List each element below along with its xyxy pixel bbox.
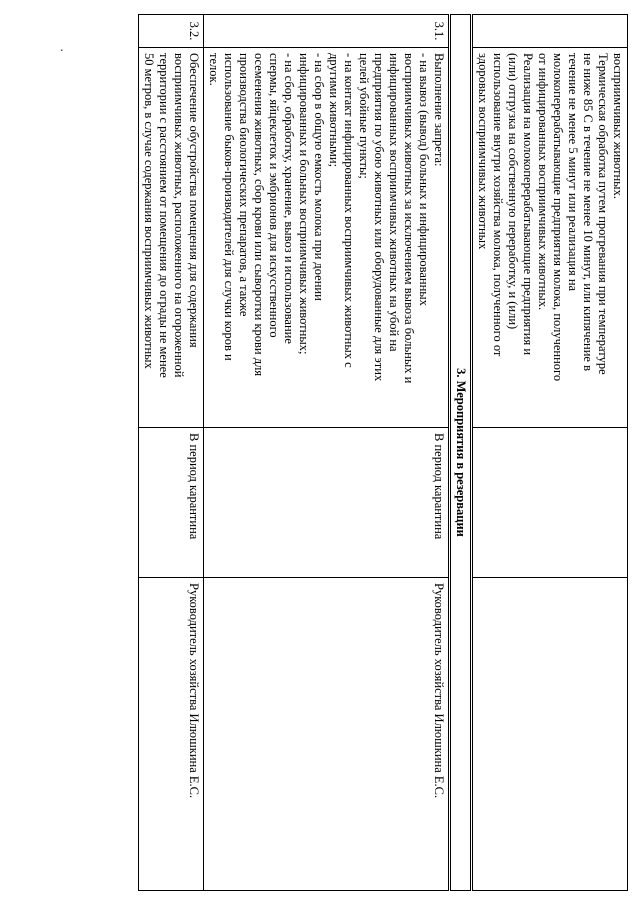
text-line: Термическая обработка путем прогревания при температуре bbox=[596, 53, 610, 375]
period-cell: В период карантина bbox=[204, 428, 450, 578]
responsible-cell: Руководитель хозяйства Илюшкина Е.С. bbox=[139, 578, 204, 891]
text-line: производства биологических препаратов, а также bbox=[237, 53, 251, 317]
text-line: - на контакт инфицированных восприимчивых животных с bbox=[342, 53, 356, 368]
responsible-cell: Руководитель хозяйства Илюшкина Е.С. bbox=[204, 578, 450, 891]
text-line: спермы, яйцеклеток и эмбрионов для искусственного bbox=[267, 53, 281, 338]
text-line: восприимчивых животных, расположенного на огороженной bbox=[172, 53, 186, 378]
text-line: (или) отгрузка на собственную переработку, и (или) bbox=[506, 53, 520, 330]
text-line: инфицированных и больных восприимчивых животных; bbox=[297, 53, 311, 355]
text-line: Реализация на молокоперерабатывающие предприятия и bbox=[521, 53, 535, 356]
text-line: Обеспечение обустройства помещения для содержания bbox=[187, 53, 201, 348]
text-line: - на вывоз (вывод) больных и инфицированных bbox=[417, 53, 431, 306]
text-line: течение не менее 5 минут или реализация на bbox=[566, 53, 580, 292]
text-line: инфицированных восприимчивых животных на убой на bbox=[387, 53, 401, 352]
text-line: предприятия по убою животных или оборудованные для этих bbox=[372, 53, 386, 382]
text-line: - на сбор в общую емкость молока при доении bbox=[312, 53, 326, 301]
text-line: здоровых восприимчивых животных bbox=[476, 53, 490, 250]
table-row bbox=[139, 15, 204, 891]
section-row bbox=[450, 15, 472, 891]
period-cell bbox=[472, 428, 628, 578]
text-line: молокоперерабатывающие предприятия молока, полученного bbox=[551, 53, 565, 382]
text-line: восприимчивых животных. bbox=[611, 53, 625, 199]
text-line: использование быков-производителей для случки коров и bbox=[222, 53, 236, 361]
period-cell: В период карантина bbox=[139, 428, 204, 578]
table-row bbox=[472, 15, 628, 891]
row-number: 3.2. bbox=[139, 15, 204, 48]
page-mark: . bbox=[60, 40, 64, 55]
responsible-cell bbox=[472, 578, 628, 891]
table-row bbox=[204, 15, 450, 891]
text-line: Выполнение запрета: bbox=[432, 53, 446, 167]
num-cell bbox=[472, 15, 628, 48]
measure-text-cell bbox=[472, 48, 628, 428]
measures-table bbox=[138, 14, 628, 891]
text-line: - на сбор, обработку, хранение, вывоз и использование bbox=[282, 53, 296, 344]
text-line: не ниже 85 С в течение не менее 10 минут, или кипячение в bbox=[581, 53, 595, 371]
text-line: использование внутри хозяйства молока, полученного от bbox=[491, 53, 505, 357]
text-line: от инфицированных восприимчивых животных. bbox=[536, 53, 550, 311]
measure-text-cell bbox=[139, 48, 204, 428]
text-line: восприимчивых животных за исключением вывоза больных и bbox=[402, 53, 416, 384]
text-line: целей убойные пункты; bbox=[357, 53, 371, 179]
section-title: 3. Мероприятия в резервации bbox=[450, 15, 472, 891]
text-line: осеменения животных, сбор крови или сыворотки крови для bbox=[252, 53, 266, 377]
text-line: территории с расстоянием от помещения до ограды не менее bbox=[157, 53, 171, 378]
text-line: 50 метров, в случае содержания восприимчивых животных bbox=[142, 53, 156, 369]
rotated-page bbox=[48, 14, 628, 890]
text-line: другими животными; bbox=[327, 53, 341, 168]
row-number: 3.1. bbox=[204, 15, 450, 48]
measure-text-cell bbox=[204, 48, 450, 428]
text-line: телок. bbox=[207, 53, 221, 86]
